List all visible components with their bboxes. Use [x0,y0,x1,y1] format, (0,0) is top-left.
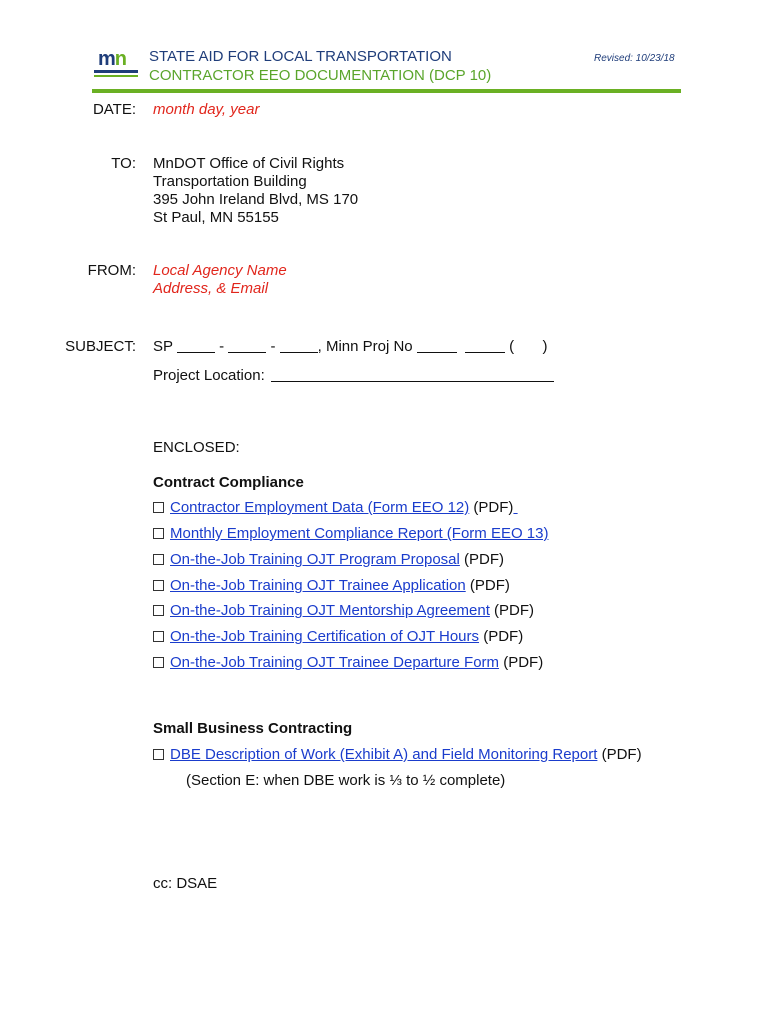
project-location-row [153,367,554,385]
sp-dash: - [270,338,276,355]
to-line: Transportation Building [153,173,307,190]
to-line: 395 John Ireland Blvd, MS 170 [153,191,359,208]
list-item [153,628,523,646]
from-agency-name[interactable]: Local Agency Name [153,262,287,279]
list-item [153,654,543,672]
ojt-program-proposal-link[interactable]: On-the-Job Training OJT Program Proposal [170,551,460,568]
project-location-label: Project Location: [153,367,265,384]
minn-proj-field-2[interactable] [465,338,505,353]
ojt-trainee-application-link[interactable]: On-the-Job Training OJT Trainee Application [170,577,466,594]
sp-label: SP [153,338,173,355]
checkbox[interactable] [153,749,164,760]
logo-rule [94,70,138,73]
trailing-link-space [513,499,517,516]
pdf-suffix: (PDF) [479,628,524,645]
revised-date: Revised: 10/23/18 [594,53,675,64]
checkbox[interactable] [153,502,164,513]
checkbox[interactable] [153,528,164,539]
sp-field-2[interactable] [228,338,266,353]
checkbox[interactable] [153,580,164,591]
from-label: FROM: [87,262,136,279]
from-address-email[interactable]: Address, & Email [153,280,269,297]
dbe-exhibit-a-link[interactable]: DBE Description of Work (Exhibit A) and Field Monitoring Report [170,746,598,763]
header-subtitle: CONTRACTOR EEO DOCUMENTATION (DCP 10) [149,67,492,84]
pdf-suffix: (PDF) [465,577,510,594]
minn-proj-label: Minn Proj No [325,338,413,355]
ojt-certification-hours-link[interactable]: On-the-Job Training Certification of OJT Hours [170,628,480,645]
pdf-suffix: (PDF) [469,499,514,516]
mndot-logo-mark: mn [98,48,127,70]
date-label: DATE: [92,101,136,118]
contract-compliance-heading: Contract Compliance [153,474,304,491]
mndot-logo [94,50,140,80]
project-location-field[interactable] [271,367,554,382]
sp-dash: - [219,338,225,355]
logo-rule [94,75,138,77]
ojt-mentorship-agreement-link[interactable]: On-the-Job Training OJT Mentorship Agreement [170,602,490,619]
list-item [153,525,548,543]
minn-proj-field-1[interactable] [417,338,457,353]
pdf-suffix: (PDF) [489,602,535,619]
subject-line [153,338,548,356]
list-item [153,602,534,620]
checkbox[interactable] [153,554,164,565]
paren-open: ( [509,338,515,355]
ojt-trainee-departure-link[interactable]: On-the-Job Training OJT Trainee Departure Form [170,654,500,671]
form-eeo-13-link[interactable]: Monthly Employment Compliance Report (Form EEO 13) [170,525,549,542]
pdf-suffix: (PDF) [499,654,544,671]
sp-field-1[interactable] [177,338,215,353]
cc-line: cc: DSAE [153,875,218,892]
to-line: MnDOT Office of Civil Rights [153,155,345,172]
to-label: TO: [111,155,136,172]
checkbox[interactable] [153,657,164,668]
to-line: St Paul, MN 55155 [153,209,279,226]
enclosed-label: ENCLOSED: [153,439,240,456]
header-divider [92,89,681,93]
list-item [153,577,510,595]
pdf-suffix: (PDF) [459,551,505,568]
paren-close: ) [542,338,548,355]
checkbox[interactable] [153,605,164,616]
dbe-note: (Section E: when DBE work is ⅓ to ½ complete) [186,772,506,789]
sp-comma: , [317,338,322,355]
checkbox[interactable] [153,631,164,642]
pdf-suffix: (PDF) [597,746,642,763]
header-title: STATE AID FOR LOCAL TRANSPORTATION [149,48,452,65]
list-item [153,551,504,569]
subject-label: SUBJECT: [65,338,136,355]
list-item [153,499,518,517]
form-eeo-12-link[interactable]: Contractor Employment Data (Form EEO 12) [170,499,470,516]
sp-field-3[interactable] [280,338,318,353]
small-business-heading: Small Business Contracting [153,720,353,737]
list-item [153,746,642,764]
date-value[interactable]: month day, year [153,101,260,118]
